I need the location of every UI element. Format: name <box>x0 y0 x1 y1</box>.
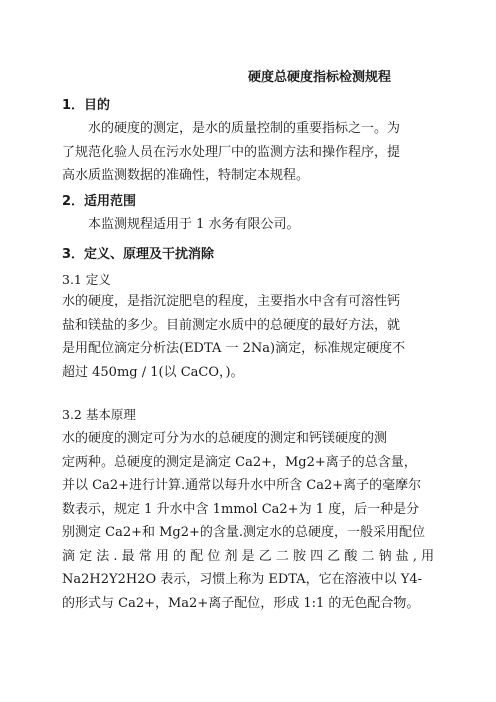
paragraph-line: 数表示，规定 1 升水中含 1mmol Ca2+为 1 度，后一种是分 <box>62 501 420 517</box>
section-2-heading: 2．适用范围 <box>62 194 137 209</box>
paragraph-line: 水的硬度，是指沉淀肥皂的程度，主要指水中含有可溶性钙 <box>62 294 401 309</box>
paragraph-line: 水的硬度的测定可分为水的总硬度的测定和钙镁硬度的测 <box>62 431 388 446</box>
paragraph-line: 定两种。总硬度的测定是滴定 Ca2+，Mg2+离子的总含量， <box>62 454 417 470</box>
paragraph-line: 是用配位滴定分析法(EDTA 一 2Na)滴定，标准规定硬度不 <box>62 341 406 356</box>
paragraph-line: 并以 Ca2+进行计算.通常以每升水中所含 Ca2+离子的毫摩尔 <box>62 478 422 493</box>
paragraph-line: 盐和镁盐的多少。目前测定水质中的总硬度的最好方法，就 <box>62 317 401 333</box>
paragraph-line: Na2H2Y2H2O 表示，习惯上称为 EDTA，它在溶液中以 Y4- <box>62 572 423 587</box>
definition-paragraph <box>62 290 434 384</box>
paragraph-line: 滴 定 法 . 最 常 用 的 配 位 剂 是 乙 二 胺 四 乙 酸 二 钠 盐 , 用 <box>62 548 434 564</box>
principle-paragraph <box>62 427 434 615</box>
subsection-3-2-heading: 3.2 基本原理 <box>62 407 136 422</box>
paragraph-line: 水的硬度的测定，是水的质量控制的重要指标之一。为 <box>88 121 401 136</box>
section-2-paragraph <box>62 213 434 237</box>
document-title: 硬度总硬度指标检测规程 <box>248 70 392 85</box>
paragraph-line: 别测定 Ca2+和 Mg2+的含量.测定水的总硬度，一般采用配位 <box>62 525 426 540</box>
section-1-paragraph <box>62 117 434 188</box>
subsection-3-1-heading: 3.1 定义 <box>62 272 111 287</box>
paragraph-line: 高水质监测数据的准确性，特制定本规程。 <box>62 168 310 183</box>
paragraph-line: 超过 450mg / 1(以 CaCO，)。 <box>62 364 244 380</box>
paragraph-line: 的形式与 Ca2+，Ma2+离子配位，形成 1:1 的无色配合物。 <box>62 595 420 611</box>
paragraph-line: 了规范化验人员在污水处理厂中的监测方法和操作程序，提 <box>62 144 401 160</box>
section-3-heading: 3．定义、原理及干扰消除 <box>62 247 215 262</box>
paragraph-line: 本监测规程适用于 1 水务有限公司。 <box>88 217 300 232</box>
section-1-heading: 1．目的 <box>62 98 111 113</box>
